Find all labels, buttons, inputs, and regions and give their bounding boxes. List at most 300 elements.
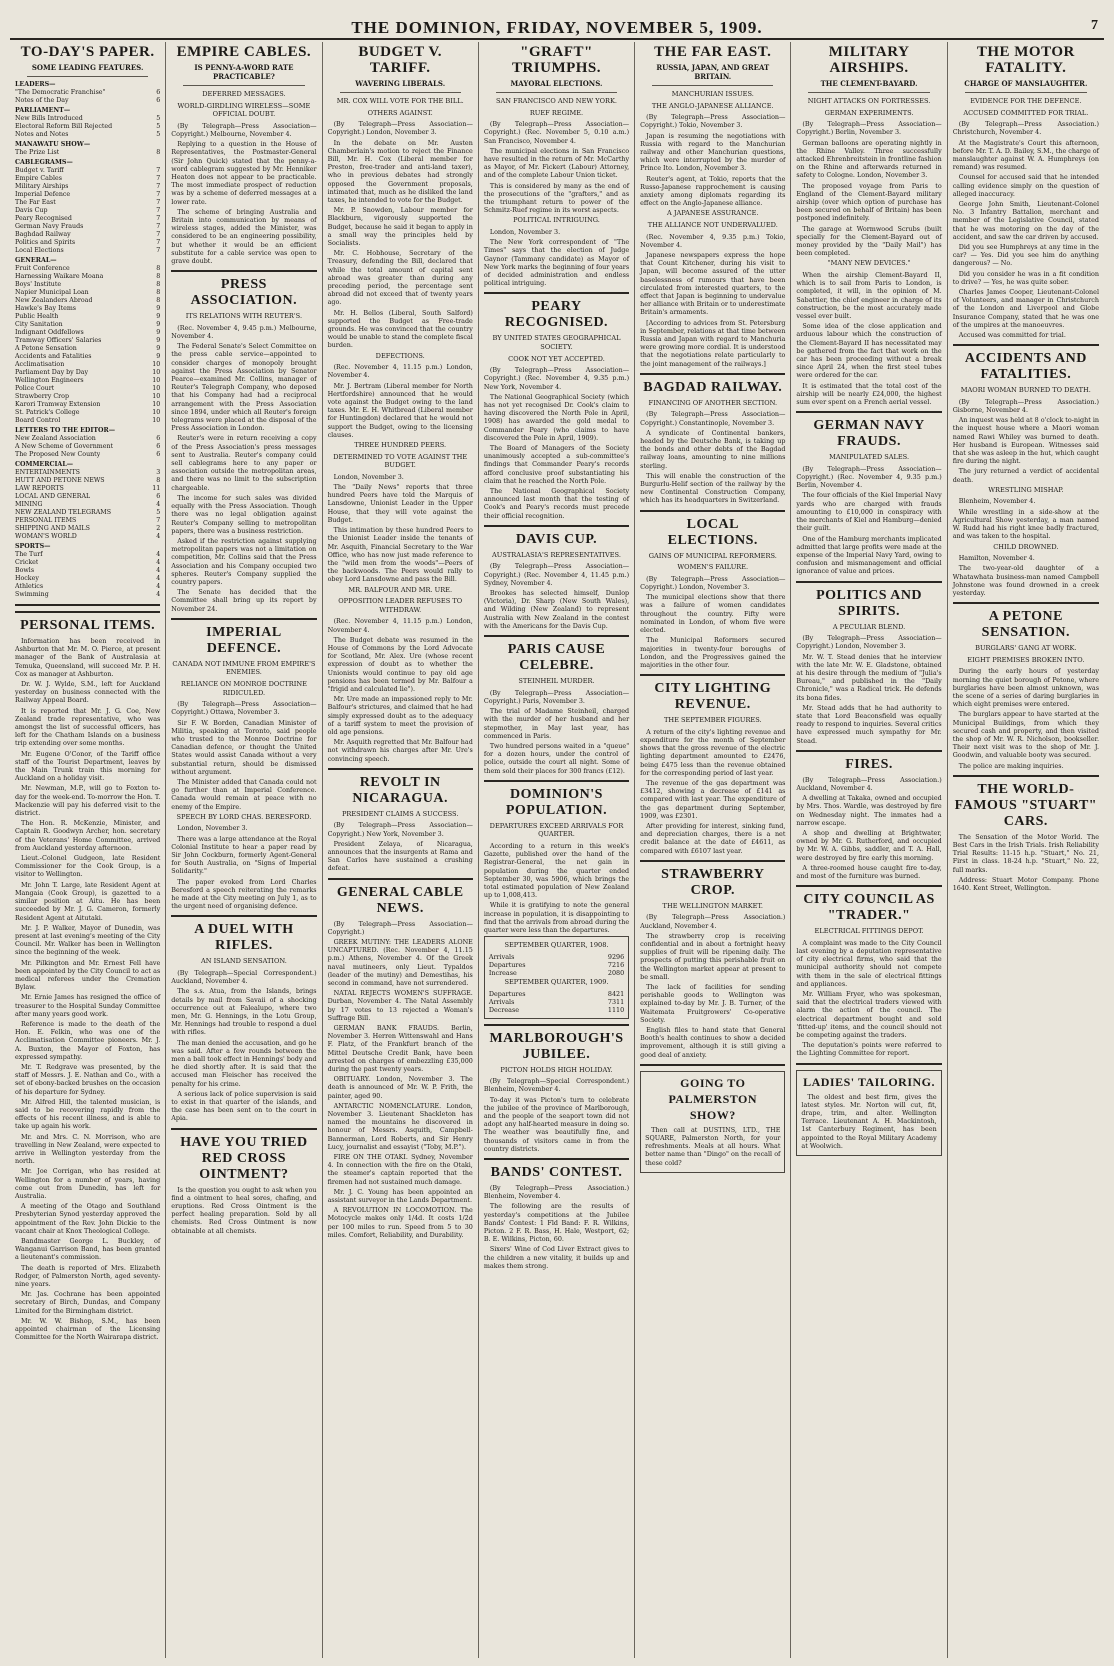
article-paragraph: GREEK MUTINY: THE LEADERS ALONE UNCAPTURED. (Rec. November 4, 11.15 p.m.) Athens, November 4. Of the Greek naval mutineers, only Lieut. Typaldos (leader of the mutiny) and Demestihas, his second in command, have not surrendered. xyxy=(327,937,473,987)
article-paragraph: London, November 3. xyxy=(333,472,404,481)
article-paragraph: The following are the results of yesterday's competitions at the Jubilee Bands' Contest: 1 Fld Band: F. R. Wilkins, Picton. 2 F. R. Bass, H. Hale, Westport, 62; B. E. Wilkins, Picton, 60. xyxy=(483,1202,630,1244)
toc-section: LETTERS TO THE EDITOR— xyxy=(15,427,116,434)
toc-entry-label: Indignant Oddfellows xyxy=(15,329,84,336)
article-deck: DEPARTURES EXCEED ARRIVALS FOR QUARTER. xyxy=(489,821,624,839)
article-paragraph: There was a large attendance at the Royal Colonial Institute to hear a paper read by Sir John Cockburn, formerly Agent-General for South Australia, on "Signs of Imperial Solidarity." xyxy=(171,834,317,876)
article-paragraph: Address: Stuart Motor Company. Phone 1640. Kent Street, Wellington. xyxy=(952,875,1099,892)
article-headline: PERSONAL ITEMS. xyxy=(20,618,156,633)
article-paragraph: The Senate has decided that the Committee shall bring up its report by November 24. xyxy=(171,588,317,613)
article-paragraph: This intimation by these hundred Peers to the Unionist Leader inside the tenants of Mr. Asquith, Financial Secretary to the War Office, who has now just made reference to the "wild men from the woods"—Peers of the backwoods. The Peers would rally to obey Lord Lansdowne and pass the Bill. xyxy=(327,526,473,584)
article-paragraph: (By Telegraph—Press Association—Copyright.) Constantinople, November 3. xyxy=(640,410,786,427)
toc-entry-label: The Prize List xyxy=(15,149,60,156)
article-paragraph: One of the Hamburg merchants implicated admitted that large profits were made at the expense of the Imperial Navy Yard, owing to confusion and mismanagement and official ignorance of value and prices. xyxy=(796,534,942,576)
article-deck: BY UNITED STATES GEOGRAPHICAL SOCIETY. xyxy=(492,334,621,352)
article-paragraph: (By Telegraph—Press Association.) Gisborne, November 4. xyxy=(952,397,1099,415)
toc-entry-page: 8 xyxy=(156,477,161,484)
article-headline: TO-DAY'S PAPER. xyxy=(20,44,155,60)
toc-entry-label: City Sanitation xyxy=(15,321,63,328)
article-deck: STEINHEIL MURDER. xyxy=(518,677,595,686)
toc-entry-page: 7 xyxy=(156,191,161,198)
toc-entry xyxy=(15,509,160,517)
toc-entry-label: Local Elections xyxy=(15,247,64,254)
table-cell-label: Decrease xyxy=(488,1006,520,1015)
toc-entry-label: The Proposed New County xyxy=(15,451,101,458)
column-3 xyxy=(323,42,479,1658)
article-paragraph: ANTARCTIC NOMENCLATURE. London, November 3. Lieutenant Shackleton has named the mountains he discovered in honour of Messrs. Asquith, Campbell-Bannerman, Lord Roberts, and Sir Henry Lucy, journalist and essayist ("Toby, M.P."). xyxy=(327,1101,473,1151)
section-divider xyxy=(328,878,473,880)
toc-entry xyxy=(15,517,160,525)
article-headline: A DUEL WITH RIFLES. xyxy=(194,922,294,954)
toc-entry xyxy=(15,329,160,337)
toc-entry xyxy=(15,337,160,345)
toc-entry-page: 7 xyxy=(156,183,161,190)
toc-entry xyxy=(15,485,160,493)
article-deck: CANADA NOT IMMUNE FROM EMPIRE'S ENEMIES. xyxy=(172,659,316,677)
section-divider xyxy=(171,1128,316,1130)
toc-entry-label: Athletics xyxy=(15,583,44,590)
article-paragraph: Japan is resuming the negotiations with Russia with regard to the Manchurian railway and other Manchurian questions, which were interrupted by the murder of Prince Ito. London, November 3. xyxy=(640,131,786,173)
article-paragraph: At the Magistrate's Court this afternoon, before Mr. T. A. D. Bailey, S.M., the charge of manslaughter against W. A. Humphreys (on remand) was resumed. xyxy=(952,138,1099,172)
article-paragraph: Is the question you ought to ask when you find a ointment to heal sores, chafing, and eruptions. Red Cross Ointment is the perfect healing preparation. Sold by all chemists. Red Cross Ointment is now obtainable at all chemists. xyxy=(171,1185,317,1235)
article-deck: WORLD-GIRDLING WIRELESS—SOME OFFICIAL DOUBT. xyxy=(177,101,311,119)
toc-entry xyxy=(15,215,160,223)
toc-entry xyxy=(15,361,160,369)
toc-entry-page: 7 xyxy=(156,239,161,246)
toc-entry-page: 7 xyxy=(156,175,161,182)
toc-entry-label: Police Court xyxy=(15,385,55,392)
article-paragraph: A complaint was made to the City Council last evening by a deputation representative of city electrical firms, who said that the municipal authority should not compete with them in the sale of electrical fittings and appliances. xyxy=(796,938,942,988)
toc-entry-page: 4 xyxy=(156,533,161,540)
article-paragraph: Japanese newspapers express the hope that Count Kitchener, during his visit to Japan, will become assured of the utter baselessness of rumours that have been circulated from interested quarters, to the effect that Japan is beginning to undervalue her alliance with Britain or to underestimate Britain's armaments. xyxy=(640,251,786,317)
article-paragraph: Reference is made to the death of the Hon. E. Felkin, who was one of the Acclimatisation Committee pioneers. Mr. J. A. Buxton, the Mayor of Foxton, has expressed sympathy. xyxy=(15,1019,161,1061)
toc-entry xyxy=(15,97,160,105)
toc-entry xyxy=(15,385,160,393)
toc-entry-label: The Far East xyxy=(15,199,56,206)
article-paragraph: (By Telegraph—Press Association—Copyright.) Berlin, November 3. xyxy=(796,120,942,137)
page-number: 7 xyxy=(1091,18,1098,33)
table-row xyxy=(489,998,624,1006)
article-paragraph: Charles James Cooper, Lieutenant-Colonel of Volunteers, and manager in Christchurch of the London and Liverpool and Globe Insurance Company, stated that he was one of the umpires at the manoeuvres. xyxy=(952,288,1099,329)
toc-entry-page: 6 xyxy=(156,451,161,458)
toc-entry-page: 8 xyxy=(156,265,161,272)
article-headline: HAVE YOU TRIED RED CROSS OINTMENT? xyxy=(180,1134,308,1182)
toc-entry xyxy=(15,353,160,361)
article-headline: LOCAL ELECTIONS. xyxy=(667,516,758,548)
toc-entry-label: New Zealand Association xyxy=(15,435,96,442)
article-paragraph: In the debate on Mr. Austen Chamberlain's motion to reject the Finance Bill, Mr. H. Cox (Liberal member for Preston, free-trader and anti-land taxer), who in previous debates had strongly opposed the Government proposals, intimated that, much as he disliked the land taxes, he intended to vote for the Budget. xyxy=(327,138,473,205)
toc-entry-page: 9 xyxy=(156,329,161,336)
toc-entry-page: 4 xyxy=(156,567,161,574)
article-paragraph: Mr. Jas. Cochrane has been appointed secretary of Birch, Dundas, and Company Limited for the Birmingham district. xyxy=(15,1290,161,1315)
advertisement xyxy=(640,1071,785,1173)
article-headline: THE FAR EAST. xyxy=(654,44,772,60)
section-divider xyxy=(640,860,785,862)
toc-entry-page: 7 xyxy=(156,223,161,230)
toc-entry-label: LAW REPORTS xyxy=(15,485,64,492)
article-paragraph: (By Telegraph—Special Correspondent.) Auckland, November 4. xyxy=(171,968,317,986)
article-headline: EMPIRE CABLES. xyxy=(176,44,312,60)
section-divider xyxy=(953,602,1099,604)
toc-entry xyxy=(15,401,160,409)
toc-entry-page: 3 xyxy=(156,469,161,476)
table-cell-label: Arrivals xyxy=(488,998,515,1007)
toc-entry-label: Imperial Defence xyxy=(15,191,71,198)
toc-entry-page: 9 xyxy=(156,305,161,312)
toc-entry-label: A Petone Sensation xyxy=(15,345,77,352)
toc-entry-page: 9 xyxy=(156,337,161,344)
article-paragraph: This is considered by many as the end of the prosecutions of the "grafters," and as the triumphant return to power of the Schmitz-Ruef regime in its worst aspects. xyxy=(483,181,630,215)
article-deck: WOMEN'S FAILURE. xyxy=(677,563,749,572)
table-row xyxy=(489,969,624,977)
article-paragraph: (By Telegraph—Press Association.) Auckland, November 4. xyxy=(796,775,942,792)
article-headline: A PETONE SENSATION. xyxy=(981,609,1071,641)
toc-entry-page: 7 xyxy=(156,215,161,222)
article-paragraph: The revenue of the gas department was £3412, showing a decrease of £141 as compared with last year. The expenditure of the gas department during September, 1909, was £2301. xyxy=(640,778,786,820)
article-deck: GERMAN EXPERIMENTS. xyxy=(824,108,914,117)
article-headline: DAVIS CUP. xyxy=(515,531,598,547)
article-paragraph: Mr. Stead adds that he had authority to state that Lord Beaconsfield was equally ready to respond to inquiries. Several critics have expressed much sympathy for Mr. Stead. xyxy=(796,703,942,745)
article-paragraph: (By Telegraph—Press Association—Copyright.) Paris, November 3. xyxy=(483,688,630,705)
article-paragraph: The Municipal Reformers secured majorities in twenty-four boroughs of London, and the Progressives gained the majorities in the other four. xyxy=(640,636,786,669)
toc-entry-label: Empire Cables xyxy=(15,175,62,182)
column-5 xyxy=(635,42,791,1658)
toc-entry xyxy=(15,231,160,239)
toc-entry-page: 4 xyxy=(156,591,161,598)
article-paragraph: (By Telegraph—Press Association—Copyright.) Melbourne, November 4. xyxy=(171,121,317,138)
article-paragraph: Lieut.-Colonel Gudgeon, late Resident Commissioner for the Cook Group, is a visitor to Wellington. xyxy=(15,854,161,879)
article-paragraph: (By Telegraph—Press Association—Copyright.) Ottawa, November 3. xyxy=(171,700,317,717)
article-headline: PRESS ASSOCIATION. xyxy=(190,277,298,309)
article-headline: GENERAL CABLE NEWS. xyxy=(336,884,464,916)
article-paragraph: Mr. Asquith regretted that Mr. Balfour had not withdrawn his charges after Mr. Ure's convincing speech. xyxy=(327,738,473,763)
toc-entry xyxy=(15,583,160,591)
toc-entry-label: Hawke's Bay Items xyxy=(15,305,77,312)
toc-entry xyxy=(15,377,160,385)
article-deck: MAORI WOMAN BURNED TO DEATH. xyxy=(960,386,1091,395)
article-deck: AN ISLAND SENSATION. xyxy=(200,957,287,966)
article-paragraph: The New York correspondent of "The Times" says that the election of Judge Gaynor (Tammany candidate) as Mayor of New York marks the beginning of four years of decided administration and endless political intriguing. xyxy=(483,238,630,288)
column-6 xyxy=(791,42,947,1658)
toc-entry xyxy=(15,115,160,123)
toc-section: MANAWATU SHOW— xyxy=(15,141,91,148)
toc-entry-page: 4 xyxy=(156,559,161,566)
article-paragraph: (By Telegraph—Press Association.) Auckland, November 4. xyxy=(640,913,786,930)
toc-entry-page: 10 xyxy=(152,377,161,384)
section-divider xyxy=(15,604,160,606)
table-of-contents xyxy=(15,81,160,599)
article-paragraph: The Hon. R. McKenzie, Minister, and Captain R. Goodwyn Archer, hon. secretary of the Veterans' Home Committee, arrived from Auckland yesterday afternoon. xyxy=(15,819,161,852)
advertisement-text: The oldest and best firm, gives the latest styles. Mr. Norton will cut, fit, drape, trim, and alter. Wellington Terrace. Lieutenant A. H. Mackintosh, 1st Canterbury Regiment, has been appointed to the Royal Military Academy at Woolwich. xyxy=(801,1092,937,1150)
toc-entry-label: Wellington Engineers xyxy=(15,377,84,384)
article-paragraph: A shop and dwelling at Brightwater, owned by Mr. G. Rutherford, and occupied by Mr. W. A. Gibbs, saddler, and T. A. Hall, were destroyed by fire early this morning. xyxy=(796,828,942,862)
headline-rule xyxy=(652,85,773,86)
table-title: SEPTEMBER QUARTER, 1908. xyxy=(504,941,609,950)
article-paragraph: Brookes has selected himself, Dunlop (Victoria), Dr. Sharp (New South Wales), and Wilding (New Zealand) to represent Australia with New Zealand in the contest with the Americans for the Davis Cup. xyxy=(483,589,630,630)
article-subheading: WAVERING LIBERALS. xyxy=(355,79,446,88)
columns-grid xyxy=(10,42,1104,1658)
article-paragraph: Two hundred persons waited in a "queue" for a dozen hours, under the control of police, outside the court all night. Some of them sold their places for 300 francs (£12). xyxy=(483,741,630,775)
article-paragraph: The National Geographical Society announced last month that the testing of Cook's and Peary's records must precede their official recognition. xyxy=(483,487,630,520)
article-paragraph: London, November 3. xyxy=(177,824,248,833)
toc-entry-page: 5 xyxy=(156,123,161,130)
toc-entry-page: 4 xyxy=(156,501,161,508)
article-deck: BURGLARS' GANG AT WORK. xyxy=(975,644,1077,653)
article-subheading: SOME LEADING FEATURES. xyxy=(31,63,144,72)
article-subheading: IS PENNY-A-WORD RATE PRACTICABLE? xyxy=(194,63,294,81)
article-paragraph: Bandmaster George L. Buckley, of Wanganui Garrison Band, has been granted a lieutenant's commission. xyxy=(15,1237,161,1262)
table-row xyxy=(489,961,624,969)
column-1 xyxy=(10,42,166,1658)
toc-entry-label: The Turf xyxy=(15,551,43,558)
headline-rule xyxy=(183,85,304,86)
section-divider xyxy=(796,411,941,413)
toc-entry xyxy=(15,247,160,255)
article-paragraph: Asked if the restriction against supplying metropolitan papers was not a limitation on competition, Mr. Collins said that the Press Association and his Company occupied two spheres. Reuter's Company supplied the country papers. xyxy=(171,536,317,586)
article-paragraph: The s.s. Atua, from the Islands, brings details by mail from Savaii of a shocking occurrence out at Falealupo, where two men, Mr. G. Hennings, in the Lotu Group, Mr. Hennings had trouble to respond a duel with rifles. xyxy=(171,987,317,1037)
article-paragraph: To-day it was Picton's turn to celebrate the jubilee of the province of Marlborough, and the people of the seaport town did not adopt any half-hearted measure in doing so. The weather was beautifully fine, and thousands of visitors came in from the country districts. xyxy=(483,1095,630,1153)
section-divider xyxy=(484,525,629,527)
article-paragraph: Mr. W. W. Bishop, S.M., has been appointed chairman of the Licensing Committee for the North Wairarapa district. xyxy=(15,1316,161,1342)
toc-entry-page: 7 xyxy=(156,517,161,524)
article-paragraph: The Minister added that Canada could not go further than at Imperial Conference. Canada would remain at peace with no enemy of the Empire. xyxy=(171,777,317,811)
table-cell-value: 9296 xyxy=(607,952,625,961)
toc-section: PARLIAMENT— xyxy=(15,107,71,114)
article-paragraph: The scheme of bringing Australia and Britain into communication by means of wireless stages, added the Minister, was considered to be an engineering possibility, but whether it would be an efficient substitute for a cable service was open to grave doubt. xyxy=(171,207,317,266)
section-divider xyxy=(640,1064,785,1066)
article-deck: COOK NOT YET ACCEPTED. xyxy=(508,354,605,363)
toc-entry-label: Cricket xyxy=(15,559,39,566)
toc-entry-label: Fruit Conference xyxy=(15,265,70,272)
article-deck: CHILD DROWNED. xyxy=(993,542,1059,551)
toc-entry xyxy=(15,273,160,281)
toc-entry-label: LOCAL AND GENERAL xyxy=(15,493,91,500)
toc-entry-label: New Zealanders Abroad xyxy=(15,297,93,304)
article-paragraph: The strawberry crop is receiving confidential and in about a fortnight heavy supplies of fruit will be ripening daily. The prospects of putting this perishable fruit on the Wellington market appear at present to be small. xyxy=(640,931,786,981)
toc-entry-label: PERSONAL ITEMS xyxy=(15,517,77,524)
toc-entry-page: 6 xyxy=(156,435,161,442)
article-paragraph: London, November 3. xyxy=(489,228,561,237)
article-paragraph: The Board of Managers of the Society unanimously accepted a sub-committee's findings that Commander Peary's records afford conclusive proof substantiating his claim that he reached the North Pole. xyxy=(483,444,630,485)
article-deck: THREE HUNDRED PEERS. xyxy=(354,441,447,450)
article-paragraph: A dwelling at Takaka, owned and occupied by Mrs. Thos. Wardle, was destroyed by fire on Wednesday night. The inmates had a narrow escape. xyxy=(796,794,942,827)
article-paragraph: Blenheim, November 4. xyxy=(958,497,1036,506)
article-headline: PARIS CAUSE CELEBRE. xyxy=(507,642,606,674)
article-headline: GERMAN NAVY FRAUDS. xyxy=(813,418,925,450)
toc-entry xyxy=(15,345,160,353)
toc-entry-label: St. Patrick's College xyxy=(15,409,80,416)
toc-entry-label: Karori Tramway Extension xyxy=(15,401,101,408)
section-divider xyxy=(171,270,316,272)
toc-entry xyxy=(15,559,160,567)
toc-entry-label: Public Health xyxy=(15,313,59,320)
article-deck: "MANY NEW DEVICES." xyxy=(827,259,911,268)
article-paragraph: (By Telegraph—Press Association—Copyright.) (Rec. November 4, 9.35 p.m.) Berlin, November 4. xyxy=(796,464,942,490)
section-divider xyxy=(484,292,629,294)
toc-entry-page: 6 xyxy=(156,97,161,104)
section-divider xyxy=(640,510,785,512)
article-paragraph: Mr. W. T. Stead denies that he interview with the late Mr. W. E. Gladstone, obtained at his desire through the medium of "Julia's Bureau," and published in the "Daily Chronicle," was a Radical trick. He defends its bona fides. xyxy=(796,652,942,702)
toc-entry-label: MINING xyxy=(15,501,43,508)
article-deck: MANIPULATED SALES. xyxy=(829,453,910,462)
section-divider xyxy=(953,344,1099,346)
toc-entry xyxy=(15,525,160,533)
toc-section: COMMERCIAL— xyxy=(15,461,74,468)
advertisement xyxy=(796,1070,941,1156)
article-deck: THE WELLINGTON MARKET. xyxy=(662,901,764,910)
advertisement-text: Then call at DUSTINS, LTD., THE SQUARE, Palmerston North, for your refreshments. Meals at all hours. What better name than "Dingo" on the recall of these cold? xyxy=(645,1125,781,1167)
section-divider xyxy=(328,768,473,770)
toc-entry-page: 5 xyxy=(156,115,161,122)
article-paragraph: A return of the city's lighting revenue and expenditure for the month of September shows that the gross revenue of the electric lighting department amounted to £2476, being £475 less than the revenue obtained for the corresponding period of last year. xyxy=(640,727,786,777)
article-paragraph: (By Telegraph—Press Association—Copyright.) London, November 3. xyxy=(327,120,473,137)
toc-entry-page: 9 xyxy=(156,321,161,328)
article-headline: THE WORLD-FAMOUS "STUART" CARS. xyxy=(954,781,1098,829)
toc-entry-page: 10 xyxy=(152,393,161,400)
toc-entry-page: 7 xyxy=(156,207,161,214)
article-paragraph: The municipal elections in San Francisco have resulted in the return of Mr. McCarthy as Mayor, of Mr. Fickert (Labour) Attorney, and of the complete Labour Union ticket. xyxy=(483,146,630,180)
toc-entry-page: 10 xyxy=(152,417,161,424)
table-cell-label: Increase xyxy=(488,969,517,978)
toc-entry xyxy=(15,409,160,417)
toc-entry-page: 6 xyxy=(156,89,161,96)
article-paragraph: (By Telegraph—Press Association—Copyright.) (Rec. November 4, 9.35 p.m.) New York, November 4. xyxy=(483,366,630,391)
article-subheading: MAYORAL ELECTIONS. xyxy=(510,79,603,88)
headline-rule xyxy=(965,92,1087,93)
headline-rule xyxy=(27,76,148,77)
toc-entry-page: 7 xyxy=(156,231,161,238)
toc-entry-label: Baghdad Railway xyxy=(15,231,71,238)
article-paragraph: President Zelaya, of Nicaragua, announces that the insurgents at Rama and San Carlos have sustained a crushing defeat. xyxy=(327,839,473,873)
toc-entry-label: Parliament Day by Day xyxy=(15,369,89,376)
article-headline: CITY LIGHTING REVENUE. xyxy=(654,681,772,713)
article-deck: OPPOSITION LEADER REFUSES TO WITHDRAW. xyxy=(338,597,463,614)
toc-entry-label: Strawberry Crop xyxy=(15,393,69,400)
toc-entry xyxy=(15,199,160,207)
toc-entry-page: 7 xyxy=(156,199,161,206)
toc-section: CABLEGRAMS— xyxy=(15,159,73,166)
toc-entry xyxy=(15,313,160,321)
section-divider xyxy=(171,618,316,620)
article-paragraph: English files to hand state that General Booth's health continues to show a decided improvement, although it is still giving a good deal of anxiety. xyxy=(640,1025,786,1059)
article-paragraph: Accused was committed for trial. xyxy=(958,331,1066,340)
toc-entry-page: 9 xyxy=(156,345,161,352)
toc-entry xyxy=(15,281,160,289)
toc-entry-label: Board Control xyxy=(15,417,61,424)
toc-entry-label: WOMAN'S WORLD xyxy=(15,533,77,540)
headline-rule xyxy=(496,92,617,93)
article-deck: MANCHURIAN ISSUES. xyxy=(671,90,754,98)
article-paragraph: (Rec. November 4, 11.15 p.m.) London, November 4. xyxy=(327,617,473,634)
section-divider xyxy=(171,915,316,917)
toc-entry-label: HUTT AND PETONE NEWS xyxy=(15,477,105,484)
headline-rule xyxy=(340,92,461,93)
toc-entry-label: NEW ZEALAND TELEGRAMS xyxy=(15,509,112,516)
article-deck: DEFECTIONS. xyxy=(375,351,425,360)
section-divider xyxy=(640,373,785,375)
section-divider xyxy=(484,1024,629,1026)
toc-section: SPORTS— xyxy=(15,543,51,550)
article-paragraph: (Rec. November 4, 9.35 p.m.) Tokio, November 4. xyxy=(640,232,786,249)
toc-entry-label: Davis Cup xyxy=(15,207,48,214)
article-paragraph: The income for such sales was divided equally with the Press Association. Though there was no legal obligation against Reuter's Company selling to metropolitan papers, there was a business restriction. xyxy=(171,493,317,535)
article-paragraph: Some idea of the close application and arduous labour which the construction of the Clement-Bayard II has necessitated may be gathered from the fact that work on the car has been proceeding without a break since April 24, when the first steel tubes were ordered for the car. xyxy=(796,322,942,380)
article-subheading: THE CLEMENT-BAYARD. xyxy=(820,79,918,88)
article-headline: "GRAFT" TRIUMPHS. xyxy=(511,44,602,76)
article-paragraph: When the airship Clement-Bayard II, which is to sail from Paris to London, is completed, it will, in the opinion of M. Sabattier, the chief engineer in charge of its construction, be the most accurately made vessel ever built. xyxy=(796,271,942,321)
article-deck: DETERMINED TO VOTE AGAINST THE BUDGET. xyxy=(333,452,468,470)
article-paragraph: (By Telegraph—Press Association.) Christchurch, November 4. xyxy=(952,120,1099,137)
article-paragraph: Mr. J. P. Walker, Mayor of Dunedin, was present at last evening's meeting of the City Council. Mr. Walker has been in Wellington since the beginning of the week. xyxy=(15,923,161,957)
toc-entry xyxy=(15,501,160,509)
article-paragraph: The National Geographical Society (which has not yet recognised Dr. Cook's claim to having discovered the North Pole in April, 1908) has awarded the gold medal to Commander Peary (who claims to have discovered the Pole in April, 1909). xyxy=(483,392,630,442)
article-headline: REVOLT IN NICARAGUA. xyxy=(352,774,449,806)
article-deck: A JAPANESE ASSURANCE. xyxy=(667,209,759,218)
article-paragraph: The man denied the accusation, and go he was said. After a few rounds between the men a ball took effect in Hennings' body and he died shortly after. It is said that the accused man Fleischer has received the penalty for his crime. xyxy=(171,1038,317,1088)
article-paragraph: A syndicate of Continental bankers, headed by the Deutsche Bank, is taking up the bonds and other debts of the Bagdad railway loans, amounting to nine millions sterling. xyxy=(640,428,786,470)
article-paragraph: Counsel for accused said that he intended calling evidence simply on the question of alleged inaccuracy. xyxy=(952,173,1099,198)
article-deck: EIGHT PREMISES BROKEN INTO. xyxy=(967,655,1085,664)
toc-entry xyxy=(15,289,160,297)
toc-entry-page: 6 xyxy=(156,443,161,450)
article-paragraph: The police are making inquiries. xyxy=(958,761,1064,770)
toc-entry xyxy=(15,493,160,501)
article-deck: ELECTRICAL FITTINGS DEPOT. xyxy=(814,927,924,936)
toc-entry xyxy=(15,149,160,157)
article-paragraph: Mr. Newman, M.P., will go to Foxton to-day for the week-end. To-morrow the Hon. T. Mackenzie will pay his deferred visit to the district. xyxy=(15,784,161,818)
article-deck: EVIDENCE FOR THE DEFENCE. xyxy=(970,97,1082,105)
toc-entry xyxy=(15,469,160,477)
table-title: SEPTEMBER QUARTER, 1909. xyxy=(504,978,609,987)
article-deck: POLITICAL INTRIGUING. xyxy=(513,216,600,225)
article-paragraph: (Rec. November 4, 9.45 p.m.) Melbourne, November 4. xyxy=(171,323,317,341)
toc-entry-page: 10 xyxy=(152,409,161,416)
article-paragraph: The death is reported of Mrs. Elizabeth Rodger, of Palmerston North, aged seventy-nine years. xyxy=(15,1263,161,1289)
article-paragraph: Mr. Pilkington and Mr. Ernest Fell have been appointed by the City Council to act as medical referees under the Cremation Bylaw. xyxy=(15,958,161,992)
article-paragraph: Dr. W. J. Wylde, S.M., left for Auckland yesterday on business connected with the Railway Appeal Board. xyxy=(15,680,161,705)
article-headline: PEARY RECOGNISED. xyxy=(504,299,609,331)
article-paragraph: OBITUARY. London, November 3. The death is announced of Mr. W. P. Frith, the painter, aged 90. xyxy=(327,1075,473,1100)
article-paragraph: A REVOLUTION IN LOCOMOTION. The Motocycle makes only 1/4d. It costs 1/2d per 100 miles to run. Speed from 5 to 30 miles. Comfort, Reliability, and Durability. xyxy=(327,1206,473,1239)
toc-entry xyxy=(15,369,160,377)
toc-entry-page: 10 xyxy=(152,361,161,368)
toc-entry-page: 8 xyxy=(156,297,161,304)
toc-entry xyxy=(15,167,160,175)
table-cell-value: 7311 xyxy=(607,998,625,1007)
toc-entry-page: 11 xyxy=(152,485,161,492)
article-paragraph: Mr. P. Snowden, Labour member for Blackburn, vigorously supported the Budget, because he said it began to apply in a small way the principles held by Socialists. xyxy=(327,206,473,248)
toc-entry-page: 6 xyxy=(156,493,161,500)
article-paragraph: Replying to a question in the House of Representatives, the Postmaster-General (Sir John Quick) stated that the penny-a-word cablegram suggested by Mr. Henniker Heaton does not appear to be practicable. The most immediate prospect of reduction was by a scheme of deferred messages at a lower rate. xyxy=(171,140,317,206)
column-7 xyxy=(948,42,1104,1658)
toc-entry xyxy=(15,591,160,599)
toc-entry-label: Electoral Reform Bill Rejected xyxy=(15,123,113,130)
toc-entry-page: 8 xyxy=(156,273,161,280)
article-paragraph: FIRE ON THE OTAKI. Sydney, November 4. In connection with the fire on the Otaki, the steamer's captain reported that the firemen had not sustained much damage. xyxy=(327,1153,473,1186)
article-paragraph: Mr. John T. Large, late Resident Agent at Mangaia (Cook Group), is gazetted to a similar position at Aitu. He has been succeeded by Mr. J. G. Cameron, formerly Resident Agent at Aitutaki. xyxy=(15,880,161,922)
article-paragraph: The burglars appear to have started at the Municipal Buildings, from which they secured cash and property, and then visited the shop of Mr. W. R. Nicholson, bookseller. Their next visit was to the shop of Mr. J. Goodwin, and valuable booty was secured. xyxy=(952,710,1099,760)
article-paragraph: This will enable the construction of the Burgurlu-Helif section of the railway by the new Continental Construction Company, which has its headquarters in Switzerland. xyxy=(640,471,786,505)
article-headline: CITY COUNCIL AS "TRADER." xyxy=(803,892,935,924)
article-paragraph: Mr. Ernie James has resigned the office of treasurer to the Hospital Sunday Committee after many years good work. xyxy=(15,993,161,1018)
toc-entry-label: ENTERTAINMENTS xyxy=(15,469,81,476)
toc-entry-label: Notes and Notes xyxy=(15,131,69,138)
table-cell-value: 1110 xyxy=(607,1006,625,1015)
table-cell-value: 2080 xyxy=(607,969,625,978)
article-deck: PRESIDENT CLAIMS A SUCCESS. xyxy=(341,809,459,818)
article-paragraph: Mr. Joe Corrigan, who has resided at Wellington for a number of years, having come out from Dunedin, has left for Australia. xyxy=(15,1167,161,1200)
article-paragraph: The paper evoked from Lord Charles Beresford a speech reiterating the remarks he made at the City meeting on July 1, as to the urgent need of organising defence. xyxy=(171,877,317,911)
toc-entry xyxy=(15,175,160,183)
